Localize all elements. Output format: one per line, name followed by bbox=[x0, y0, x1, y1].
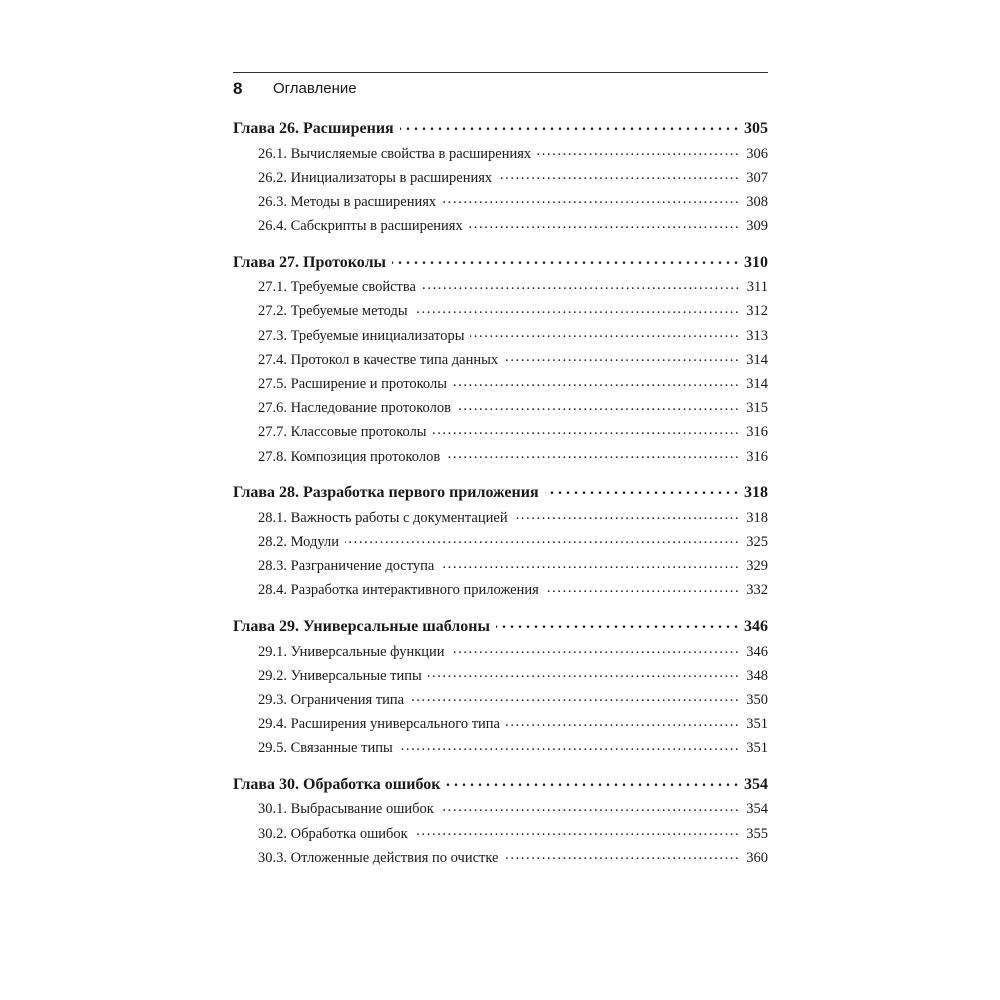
dot-leader bbox=[470, 325, 740, 340]
toc-section-entry[interactable] bbox=[233, 823, 768, 847]
dot-leader bbox=[400, 117, 738, 133]
toc-section-entry[interactable] bbox=[233, 374, 768, 398]
toc-section-entry[interactable] bbox=[233, 191, 768, 215]
dot-leader bbox=[446, 773, 738, 789]
toc-chapter-entry[interactable] bbox=[233, 615, 768, 641]
dot-leader bbox=[496, 615, 738, 631]
section-page-number: 360 bbox=[746, 849, 768, 866]
section-page-number: 314 bbox=[746, 376, 768, 392]
dot-leader bbox=[537, 143, 740, 158]
section-title: 26.3. Методы в расширениях bbox=[258, 193, 437, 210]
section-page-number: 315 bbox=[746, 400, 768, 417]
section-title: 27.1. Требуемые свойства bbox=[258, 279, 416, 296]
section-title: 28.2. Модули bbox=[258, 533, 339, 550]
section-page-number: 351 bbox=[746, 740, 768, 757]
dot-leader bbox=[545, 481, 738, 497]
dot-leader bbox=[469, 216, 741, 231]
toc-section-entry[interactable] bbox=[233, 325, 768, 349]
toc-chapter bbox=[233, 773, 768, 872]
section-title: 29.4. Расширения универсального типа bbox=[258, 716, 500, 733]
dot-leader bbox=[440, 556, 740, 571]
chapter-page-number: 346 bbox=[744, 618, 768, 635]
section-title: 29.1. Универсальные функции bbox=[258, 643, 445, 660]
toc-section-entry[interactable] bbox=[233, 689, 768, 713]
chapter-title: Глава 27. Протоколы bbox=[233, 253, 387, 271]
dot-leader bbox=[545, 580, 740, 595]
toc-section-entry[interactable] bbox=[233, 531, 768, 555]
chapter-page-number: 318 bbox=[744, 484, 768, 502]
toc-chapter-entry[interactable] bbox=[233, 117, 768, 143]
dot-leader bbox=[414, 301, 741, 316]
toc-chapter-entry[interactable] bbox=[233, 773, 768, 799]
section-title: 27.4. Протокол в качестве типа данных bbox=[258, 351, 499, 368]
section-title: 28.4. Разработка интерактивного приложения bbox=[258, 582, 539, 599]
toc-section-entry[interactable] bbox=[233, 641, 768, 665]
section-title: 26.2. Инициализаторы в расширениях bbox=[258, 169, 493, 186]
section-title: 29.5. Связанные типы bbox=[258, 740, 393, 757]
section-title: 28.3. Разграничение доступа bbox=[258, 558, 435, 575]
section-title: 27.7. Классовые протоколы bbox=[258, 424, 427, 441]
section-title: 27.8. Композиция протоколов bbox=[258, 448, 441, 465]
chapter-title: Глава 28. Разработка первого приложения bbox=[233, 484, 539, 502]
toc-section-entry[interactable] bbox=[233, 398, 768, 422]
toc-chapter bbox=[233, 481, 768, 604]
toc-section-entry[interactable] bbox=[233, 216, 768, 240]
running-title: Оглавление bbox=[273, 80, 357, 97]
section-title: 30.1. Выбрасывание ошибок bbox=[258, 801, 434, 818]
toc-chapter bbox=[233, 615, 768, 762]
section-title: 26.1. Вычисляемые свойства в расширениях bbox=[258, 145, 532, 162]
section-page-number: 318 bbox=[746, 509, 768, 526]
dot-leader bbox=[345, 531, 740, 546]
dot-leader bbox=[414, 823, 741, 838]
toc-chapter bbox=[233, 251, 768, 471]
toc-section-entry[interactable] bbox=[233, 446, 768, 470]
dot-leader bbox=[399, 738, 741, 753]
page-number: 8 bbox=[233, 79, 243, 98]
toc-section-entry[interactable] bbox=[233, 580, 768, 604]
chapter-title: Глава 26. Расширения bbox=[233, 120, 394, 137]
toc-section-entry[interactable] bbox=[233, 556, 768, 580]
dot-leader bbox=[422, 277, 741, 292]
section-title: 29.3. Ограничения типа bbox=[258, 691, 405, 708]
section-page-number: 314 bbox=[746, 351, 768, 368]
dot-leader bbox=[440, 799, 740, 814]
section-title: 30.2. Обработка ошибок bbox=[258, 825, 408, 842]
section-title: 27.3. Требуемые инициализаторы bbox=[258, 327, 465, 344]
running-header bbox=[233, 72, 768, 101]
section-page-number: 309 bbox=[746, 218, 768, 235]
section-page-number: 313 bbox=[746, 327, 768, 344]
section-page-number: 346 bbox=[746, 643, 768, 660]
section-title: 26.4. Сабскрипты в расширениях bbox=[258, 218, 463, 235]
dot-leader bbox=[446, 446, 740, 461]
chapter-page-number: 305 bbox=[744, 120, 768, 137]
section-page-number: 308 bbox=[746, 193, 768, 210]
section-title: 27.6. Наследование протоколов bbox=[258, 400, 451, 417]
section-title: 30.3. Отложенные действия по очистке bbox=[258, 849, 499, 866]
section-title: 27.2. Требуемые методы bbox=[258, 303, 408, 320]
chapter-page-number: 310 bbox=[744, 253, 768, 271]
section-page-number: 350 bbox=[746, 691, 768, 708]
section-page-number: 332 bbox=[746, 582, 768, 599]
toc-chapter bbox=[233, 117, 768, 240]
toc-section-entry[interactable] bbox=[233, 714, 768, 738]
section-page-number: 355 bbox=[746, 825, 768, 842]
chapter-title: Глава 29. Универсальные шаблоны bbox=[233, 618, 490, 635]
section-page-number: 354 bbox=[746, 801, 768, 818]
toc-section-entry[interactable] bbox=[233, 847, 768, 871]
toc-chapter-entry[interactable] bbox=[233, 251, 768, 277]
section-page-number: 351 bbox=[746, 716, 768, 733]
toc-section-entry[interactable] bbox=[233, 507, 768, 531]
chapter-title: Глава 30. Обработка ошибок bbox=[233, 775, 441, 793]
toc-section-entry[interactable] bbox=[233, 799, 768, 823]
dot-leader bbox=[442, 191, 740, 206]
toc-section-entry[interactable] bbox=[233, 349, 768, 373]
dot-leader bbox=[498, 167, 740, 182]
section-page-number: 306 bbox=[746, 145, 768, 162]
dot-leader bbox=[451, 641, 741, 656]
toc-section-entry[interactable] bbox=[233, 167, 768, 191]
chapter-page-number: 354 bbox=[744, 775, 768, 793]
section-page-number: 316 bbox=[746, 424, 768, 441]
dot-leader bbox=[506, 714, 740, 729]
toc-section-entry[interactable] bbox=[233, 143, 768, 167]
section-page-number: 316 bbox=[746, 448, 768, 465]
section-page-number: 307 bbox=[746, 169, 768, 186]
section-page-number: 311 bbox=[746, 279, 768, 296]
dot-leader bbox=[433, 422, 741, 437]
section-title: 29.2. Универсальные типы bbox=[258, 667, 422, 684]
section-page-number: 348 bbox=[746, 667, 768, 684]
toc-section-entry[interactable] bbox=[233, 277, 768, 301]
toc-section-entry[interactable] bbox=[233, 665, 768, 689]
table-of-contents bbox=[233, 117, 768, 883]
toc-section-entry[interactable] bbox=[233, 301, 768, 325]
section-title: 28.1. Важность работы с документацией bbox=[258, 509, 508, 526]
section-page-number: 329 bbox=[746, 558, 768, 575]
dot-leader bbox=[392, 251, 738, 267]
dot-leader bbox=[457, 398, 740, 413]
dot-leader bbox=[453, 374, 740, 389]
dot-leader bbox=[504, 349, 740, 364]
section-page-number: 312 bbox=[746, 303, 768, 320]
dot-leader bbox=[514, 507, 741, 522]
dot-leader bbox=[428, 665, 740, 680]
dot-leader bbox=[504, 847, 740, 862]
toc-section-entry[interactable] bbox=[233, 738, 768, 762]
section-page-number: 325 bbox=[746, 533, 768, 550]
toc-chapter-entry[interactable] bbox=[233, 481, 768, 507]
section-title: 27.5. Расширение и протоколы bbox=[258, 376, 447, 392]
toc-section-entry[interactable] bbox=[233, 422, 768, 446]
dot-leader bbox=[410, 689, 740, 704]
